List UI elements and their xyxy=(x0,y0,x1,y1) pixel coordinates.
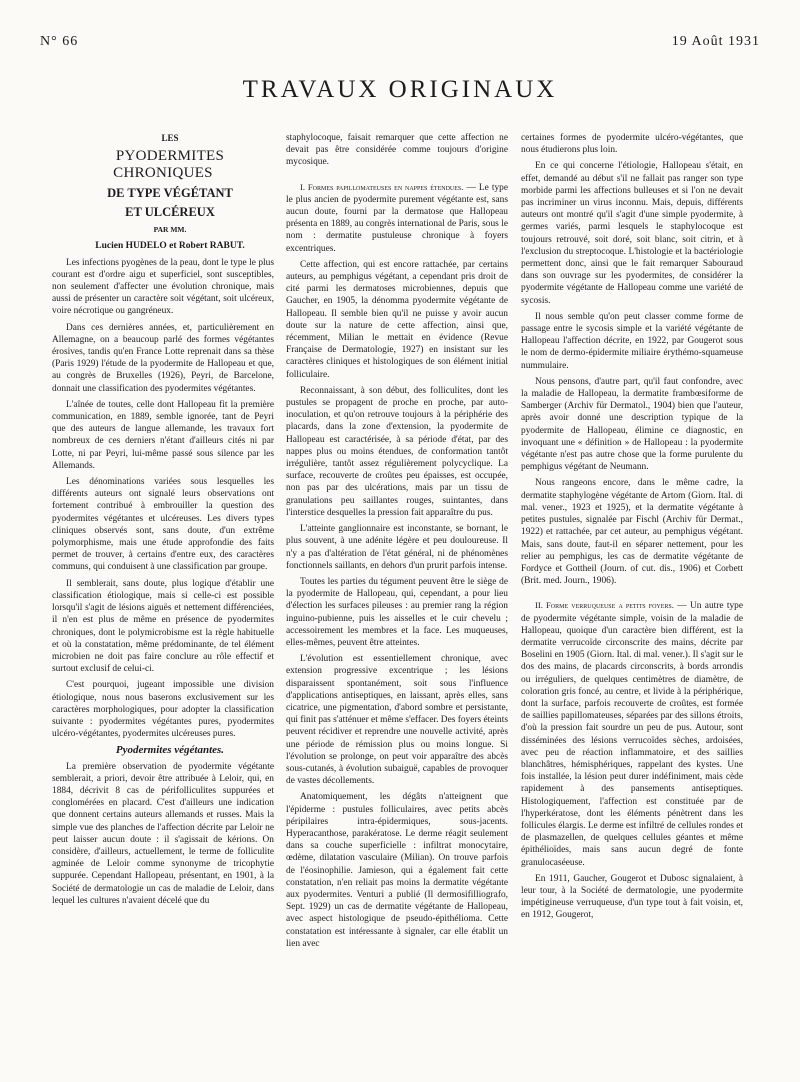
paragraph: L'aînée de toutes, celle dont Hallopeau fit la première communication, en 1889, semble ignorée, tant de Peyri que des auteurs de langue allemande, les travaux fort nombreux de ces derniers n'étant d'ailleurs cités ni par Lotte, ni par Peyri, lui-même passé sous silence par les Allemands. xyxy=(52,399,274,471)
subsection-1 xyxy=(286,181,508,255)
paragraph: En 1911, Gaucher, Gougerot et Dubosc signalaient, à leur tour, à la Société de dermatologie, une pyodermite impétigineuse verruqueuse, d'un type tout à fait voisin, et, en 1912, Gougerot, xyxy=(521,873,743,921)
article-les: LES xyxy=(161,133,179,143)
paragraph: Nous pensons, d'autre part, qu'il faut confondre, avec la maladie de Hallopeau, la dermatite frambœsiforme de Samberger (Archiv für Dermatol., 1904) bien que l'auteur, après avoir donné une description typique de la pyodermite de Hallopeau, élimine ce diagnostic, en invoquant une « définition » de Hallopeau : la pyodermite végétante n'est pas autre chose que la forme purulente du pemphigus végétant de Neumann. xyxy=(521,376,743,473)
article-title: PYODERMITES CHRONIQUES xyxy=(113,148,225,182)
paragraph: L'évolution est essentiellement chronique, avec extension progressive excentrique ; les lésions disparaissent spontanément, soit sous l'influence d'applications antiseptiques, en laissant, après elles, sans cicatrice, une pigmentation, d'abord sombre et persistante, qui finit pas s'atténuer et même s'effacer. Des foyers éteints peuvent récidiver et reprendre une nouvelle activité, après une période de rémission plus ou moins longue. Si l'évolution se prolonge, on peut voir apparaître des abcès sous-cutanés, à évolution subaiguë, capables de provoquer de vastes décollements. xyxy=(286,654,508,787)
paragraph: Il nous semble qu'on peut classer comme forme de passage entre le sycosis simple et la variété végétante de Hallopeau l'affection décrite, en 1922, par Gougerot sous le nom de dermo-épidermite miliaire érythémo-squameuse nummulaire. xyxy=(521,311,743,371)
section-heading-vegetantes: Pyodermites végétantes. xyxy=(115,744,225,757)
subsection-1-lead: — Le type le plus ancien de pyodermite purement végétante est, sans aucun doute, fourni par la dermatose que Hallopeau présenta en 1889, au congrès international de Paris, sous le nom : dermatite pustuleuse chronique à foyers excentriques. xyxy=(286,182,508,254)
column-2 xyxy=(286,132,508,954)
column-3-paragraphs xyxy=(521,132,743,587)
subsection-1-heading: I. Formes papillomateuses en nappes étendues. xyxy=(300,181,464,192)
paragraph: C'est pourquoi, jugeant impossible une division étiologique, nous nous baserons exclusivement sur les caractères morphologiques, pour adopter la classification suivante : pyodermites végétantes pures, pyodermites ulcéro-végétantes, pyodermites ulcéreuses pures. xyxy=(52,680,274,740)
paragraph: Cette affection, qui est encore rattachée, par certains auteurs, au pemphigus végétant, a cependant pris droit de cité parmi les dermatoses microbiennes, depuis que Gaucher, en 1905, la dénomma pyodermite végétante de Hallopeau. Il semble bien qu'il ne puisse y avoir aucun doute sur la nature de cette affection, ainsi que, récemment, Milian le mettait en évidence (Revue Française de Dermatologie, 1927) en insistant sur les caractères cliniques et histologiques de son élément initial folliculaire. xyxy=(286,259,508,380)
paragraph: Les infections pyogènes de la peau, dont le type le plus courant est d'ordre aigu et superficiel, sont susceptibles, non seulement d'affecter une évolution chronique, mais aussi de présenter un caractère soit végétant, soit ulcéreux, voire nécrotique ou gangréneux. xyxy=(52,257,274,317)
paragraph: Toutes les parties du tégument peuvent être le siège de la pyodermite de Hallopeau, qui, cependant, a pour lieu d'élection les surfaces pileuses : au premier rang la région inguino-pubienne, puis les aisselles et le cuir chevelu ; accessoirement les membres et la face. Les muqueuses, elles-mêmes, peuvent être atteintes. xyxy=(286,576,508,648)
paragraph: staphylocoque, faisait remarquer que cette affection ne devait pas être considérée comme toujours d'origine mycosique. xyxy=(286,133,508,168)
paragraph: Nous rangeons encore, dans le même cadre, la dermatite staphylogène végétante de Artom (Giorn. Ital. di mal. vener., 1923 et 1925), et la dermatite végétante à petites pustules, signalée par Fischl (Archiv für Dermat., 1922) et rattachée, par cet auteur, au pemphigus végétant. Mais, sans doute, faut-il en séparer nettement, pour les relier au pemphigus, les cas de dermatite végétante de Fordyce et Gottheil (Journ. of cut. dis., 1906) et Corbett (Brit. med. Journ., 1906). xyxy=(521,478,743,587)
article-authors: Lucien HUDELO et Robert RABUT. xyxy=(95,241,245,252)
paragraph: La première observation de pyodermite végétante semblerait, a priori, devoir être attribuée à Leloir, qui, en 1884, décrivit 8 cas de périfolliculites suppurées et conglomérées en placard. C'est d'ailleurs une indication que donnent certains auteurs allemands et russes. Mais la simple vue des planches de l'affection décrite par Leloir ne peut laisser aucun doute : il s'agissait de kérions. On considère, d'ailleurs, actuellement, le terme de folliculite agminée de Leloir comme synonyme de tricophytie suppurée. Cependant Hallopeau, présentant, en 1901, à la Société de dermatologie un cas de maladie de Leloir, dans lequel les cultures n'avaient décelé que du xyxy=(52,761,274,906)
section-title: TRAVAUX ORIGINAUX xyxy=(242,76,558,103)
article-par: PAR MM. xyxy=(153,225,187,235)
paragraph: Dans ces dernières années, et, particulièrement en Allemagne, on a beaucoup parlé des formes végétantes érosives, tandis qu'en France Lotte reprenait dans sa thèse (Paris 1929) l'étude de la pyodermite de Hallopeau et que, au congrès de Bruxelles (1926), Peyri, de Barcelone, donnait une classification des pyodermites végétantes. xyxy=(52,322,274,394)
column-1 xyxy=(52,132,274,911)
column-1-paragraphs-b xyxy=(52,761,274,907)
column-1-paragraphs xyxy=(52,257,274,741)
issue-number: N° 66 xyxy=(40,34,79,49)
subsection-2-lead: — Un autre type de pyodermite végétante simple, voisin de la maladie de Hallopeau, quoique d'un caractère bien différent, est la dermatite verrucoïde circonscrite des mains, décrite par Boselini en 1905 (Giorn. Ital. di mal. vener.). Il s'agit sur le dos des mains, de placards circonscrits, à bords arrondis ou irréguliers, de quelques centimètres de diamètre, de coloration gris foncé, au centre, et livide à la périphérique, dont la surface, parfois recouverte de croûtes, est formée de saillies papillomateuses, séparées par des sillons étroits, d'où la pression fait sourdre un peu de pus. Autour, sont disséminées des lésions verrucoïdes sèches, ardoisées, avec peu de réaction inflammatoire, et des saillies blanchâtres, hémisphériques, rappelant des kystes. Une fois installée, la lésion peut durer indéfiniment, mais cède rapidement à des pansements antiseptiques. Histologiquement, l'affection est constituée par de l'hyperkératose, dont les éléments pénètrent dans les follicules élargis. Le derme est infiltré de cellules rondes et de plasmazellen, de quelques cellules géantes et même épithélioïdes, mais sans aucun degré de fonte granulocaséeuse. xyxy=(521,601,744,868)
column-2-paragraphs-b xyxy=(286,259,508,950)
paragraph: Les dénominations variées sous lesquelles les différents auteurs ont signalé leurs observations ont fortement contribué à embrouiller la question des pyodermites végétantes et ulcéreuses. Les divers types cliniques observés sont, sans doute, d'un extrême polymorphisme, mais une étude approfondie des faits permet de trouver, à certains d'entre eux, des caractères communs, qui conduisent à une classification par groupe. xyxy=(52,477,274,573)
issue-date: 19 Août 1931 xyxy=(671,34,760,49)
page-header xyxy=(40,34,760,54)
paragraph: certaines formes de pyodermite ulcéro-végétantes, que nous étudierons plus loin. xyxy=(521,133,743,156)
paragraph: En ce qui concerne l'étiologie, Hallopeau s'était, en effet, demandé au début s'il ne fallait pas ranger son type morbide parmi les affections bulleuses et si l'on ne devait pas incriminer un virus inconnu. Mais, depuis, différents auteurs ont montré qu'il s'agit d'une simple pyodermite, à germes variés, parmi lesquels le staphylocoque est toujours retrouvé, soit doré, soit blanc, soit citrin, et à l'exclusion du streptocoque. L'histologie et la bactériologie permettent donc, ainsi que le fait remarquer Sabouraud dans son ouvrage sur les pyodermites, de considérer la pyodermite végétante de Hallopeau comme une variété de sycosis. xyxy=(521,161,743,306)
article-subtitle-1: DE TYPE VÉGÉTANT xyxy=(107,186,233,201)
paragraph: Reconnaissant, à son début, des folliculites, dont les pustules se propagent de proche en proche, par auto-inoculation, et qu'on retrouve toujours à la périphérie des placards, dans la zone d'extension, la pyodermite de Hallopeau est caractérisée, à sa période d'état, par des nappes plus ou moins étendues, de conformation tantôt irrégulière, tantôt assez régulièrement polycyclique. La surface, recouverte de croûtes peu épaisses, est occupée, non pas par des ulcérations, mais par un tissu de granulations peu saillantes rouges, suintantes, dans l'interstice desquelles la pression fait apparaître du pus. xyxy=(286,385,508,518)
column-3-paragraphs-b xyxy=(521,873,743,922)
paragraph: Il semblerait, sans doute, plus logique d'établir une classification étiologique, mais si celle-ci est possible lorsqu'il s'agit de lésions aiguës et nettement différenciées, il n'en est plus de même en présence de pyodermites chroniques, dont le polymicrobisme est la règle habituelle et où la constatation, même prédominante, de tel élément microbien ne doit pas faire conclure au rôle effectif et surtout exclusif de celui-ci. xyxy=(52,578,274,675)
paragraph: L'atteinte ganglionnaire est inconstante, se bornant, le plus souvent, à une adénite légère et peu douloureuse. Il n'y a pas d'altération de l'état général, ni de phénomènes fonctionnels saillants, en dehors d'un prurit parfois intense. xyxy=(286,524,508,571)
column-3 xyxy=(521,132,743,926)
article-subtitle-2: ET ULCÉREUX xyxy=(125,205,215,220)
column-2-paragraphs xyxy=(286,132,508,169)
subsection-2-heading: II. Forme verruqueuse a petits foyers. xyxy=(535,600,674,611)
paragraph: Anatomiquement, les dégâts n'atteignent que l'épiderme : pustules folliculaires, avec petits abcès péripilaires intra-épidermiques, sous-jacents. Hyperacanthose, parakératose. Le derme réagit seulement dans sa couche superficielle : infiltrat monocytaire, œdème, dilatation vasculaire (Milian). On trouve parfois de l'éosinophilie. Jamieson, qui a également fait cette constatation, n'en reliait pas moins la dermatite végétante aux pyodermites. Venturi a publié (Il dermosifilliografo, Sept. 1929) un cas de dermatite végétante de Hallopeau, avec aspect histologique de pseudo-épithélioma. Cette constatation est intéressante à signaler, car elle établit un lien avec xyxy=(286,792,508,949)
subsection-2 xyxy=(521,599,743,868)
